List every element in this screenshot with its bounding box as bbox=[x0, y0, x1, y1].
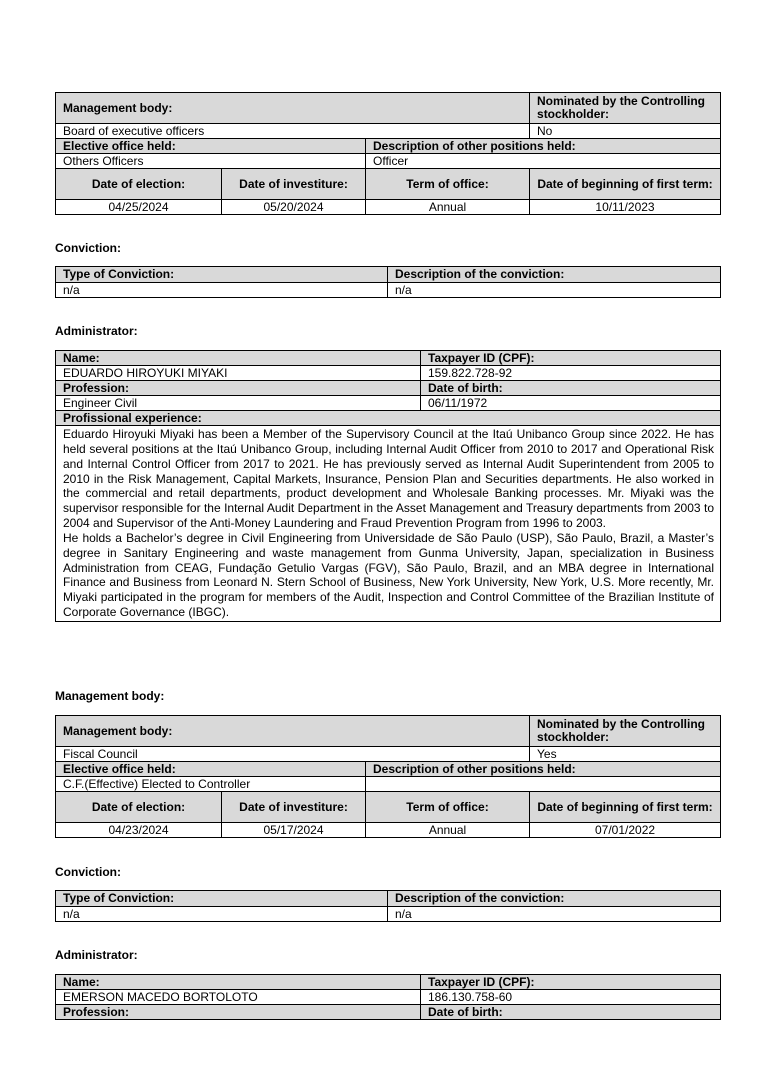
date-of-investiture-label: Date of investiture: bbox=[222, 169, 366, 200]
other-positions-value bbox=[366, 777, 721, 792]
administrator-heading: Administrator: bbox=[55, 948, 138, 962]
management-body-table-2 bbox=[55, 715, 721, 838]
conviction-type-value: n/a bbox=[56, 283, 388, 298]
administrator-table-1 bbox=[55, 350, 721, 622]
management-body-value: Board of executive officers bbox=[56, 124, 530, 139]
management-body-heading: Management body: bbox=[55, 689, 165, 703]
first-term-value: 10/11/2023 bbox=[530, 200, 721, 215]
date-of-election-label: Date of election: bbox=[56, 169, 222, 200]
conviction-description-label: Description of the conviction: bbox=[388, 891, 721, 907]
experience-paragraph-2: He holds a Bachelor’s degree in Civil Engineering from Universidade de São Paulo (USP), São Paulo, Brazil, a Master’s degree in Sanitary Engineering and waste management from Gunma University, Japan, specialization in Business Administration from CEAG, Fundação Getulio Vargas (FGV), São Paulo, Brazil, and an MBA degree in International Finance and Business from Leonard N. Stern School of Business, New York University, New York, U.S. More recently, Mr. Miyaki participated in the program for members of the Audit, Inspection and Control Committee of the Brazilian Institute of Corporate Governance (IBGC). bbox=[63, 530, 714, 620]
date-of-election-label: Date of election: bbox=[56, 792, 222, 823]
taxpayer-id-label: Taxpayer ID (CPF): bbox=[421, 351, 721, 366]
conviction-table-1 bbox=[55, 266, 721, 298]
term-of-office-value: Annual bbox=[366, 823, 530, 838]
management-body-value: Fiscal Council bbox=[56, 747, 530, 762]
nominated-label: Nominated by the Controlling stockholder: bbox=[530, 93, 721, 124]
conviction-type-label: Type of Conviction: bbox=[56, 267, 388, 283]
conviction-table-2 bbox=[55, 890, 721, 922]
other-positions-label: Description of other positions held: bbox=[366, 762, 721, 777]
name-label: Name: bbox=[56, 351, 421, 366]
term-of-office-label: Term of office: bbox=[366, 792, 530, 823]
other-positions-label: Description of other positions held: bbox=[366, 139, 721, 154]
date-of-birth-label: Date of birth: bbox=[421, 1005, 721, 1020]
conviction-type-value: n/a bbox=[56, 907, 388, 922]
nominated-value: No bbox=[530, 124, 721, 139]
taxpayer-id-label: Taxpayer ID (CPF): bbox=[421, 975, 721, 990]
elective-office-label: Elective office held: bbox=[56, 762, 366, 777]
experience-paragraph-1: Eduardo Hiroyuki Miyaki has been a Member of the Supervisory Council at the Itaú Unibanco Group since 2022. He has held several positions at the Itaú Unibanco Group, including Internal Audit Officer from 2010 to 2017 and Operational Risk and Internal Control Officer from 2017 to 2021. He has previously served as Internal Audit Superintendent from 2005 to 2010 in the Risk Management, Capital Markets, Insurance, Pension Plan and Securities departments. He also worked in the commercial and retail departments, product development and Wholesale Banking processes. Mr. Miyaki was the supervisor responsible for the Internal Audit Department in the Asset Management and Treasury departments from 2003 to 2004 and Supervisor of the Anti-Money Laundering and Fraud Prevention Program from 1996 to 2003. bbox=[63, 427, 714, 531]
term-of-office-value: Annual bbox=[366, 200, 530, 215]
conviction-heading: Conviction: bbox=[55, 241, 121, 255]
name-value: EDUARDO HIROYUKI MIYAKI bbox=[56, 366, 421, 381]
name-value: EMERSON MACEDO BORTOLOTO bbox=[56, 990, 421, 1005]
name-label: Name: bbox=[56, 975, 421, 990]
nominated-label: Nominated by the Controlling stockholder: bbox=[530, 716, 721, 747]
date-of-election-value: 04/25/2024 bbox=[56, 200, 222, 215]
conviction-type-label: Type of Conviction: bbox=[56, 891, 388, 907]
elective-office-value: Others Officers bbox=[56, 154, 366, 169]
administrator-table-2 bbox=[55, 974, 721, 1020]
conviction-description-value: n/a bbox=[388, 283, 721, 298]
date-of-birth-value: 06/11/1972 bbox=[421, 396, 721, 411]
taxpayer-id-value: 159.822.728-92 bbox=[421, 366, 721, 381]
date-of-investiture-value: 05/20/2024 bbox=[222, 200, 366, 215]
date-of-election-value: 04/23/2024 bbox=[56, 823, 222, 838]
professional-experience-text bbox=[56, 426, 721, 622]
management-body-label: Management body: bbox=[56, 93, 530, 124]
conviction-description-value: n/a bbox=[388, 907, 721, 922]
first-term-label: Date of beginning of first term: bbox=[530, 169, 721, 200]
elective-office-label: Elective office held: bbox=[56, 139, 366, 154]
taxpayer-id-value: 186.130.758-60 bbox=[421, 990, 721, 1005]
administrator-heading: Administrator: bbox=[55, 324, 138, 338]
management-body-table-1 bbox=[55, 92, 721, 215]
profession-value: Engineer Civil bbox=[56, 396, 421, 411]
term-of-office-label: Term of office: bbox=[366, 169, 530, 200]
profession-label: Profession: bbox=[56, 381, 421, 396]
date-of-investiture-label: Date of investiture: bbox=[222, 792, 366, 823]
professional-experience-label: Profissional experience: bbox=[56, 411, 721, 426]
other-positions-value: Officer bbox=[366, 154, 721, 169]
conviction-description-label: Description of the conviction: bbox=[388, 267, 721, 283]
first-term-label: Date of beginning of first term: bbox=[530, 792, 721, 823]
elective-office-value: C.F.(Effective) Elected to Controller bbox=[56, 777, 366, 792]
conviction-heading: Conviction: bbox=[55, 865, 121, 879]
profession-label: Profession: bbox=[56, 1005, 421, 1020]
management-body-label: Management body: bbox=[56, 716, 530, 747]
nominated-value: Yes bbox=[530, 747, 721, 762]
date-of-investiture-value: 05/17/2024 bbox=[222, 823, 366, 838]
date-of-birth-label: Date of birth: bbox=[421, 381, 721, 396]
first-term-value: 07/01/2022 bbox=[530, 823, 721, 838]
